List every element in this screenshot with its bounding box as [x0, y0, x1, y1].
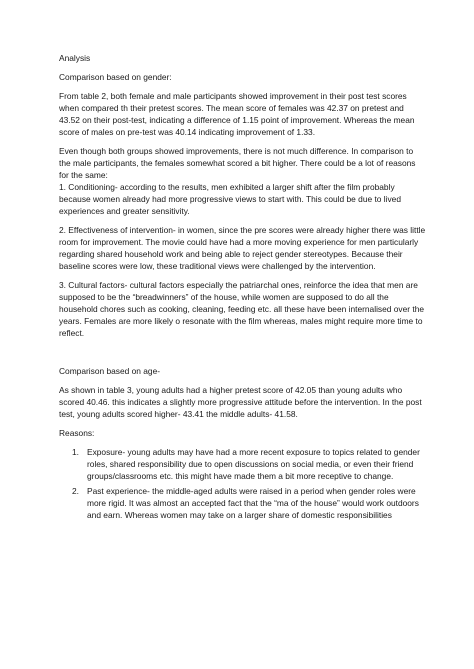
list-item	[59, 446, 427, 482]
analysis-heading: Analysis	[59, 53, 91, 63]
document-page	[59, 52, 427, 524]
list-item-text: Exposure- young adults may have had a more recent exposure to topics related to gender roles, shared responsibility due to open discussions on social media, or even their friend groups/classrooms etc. this might have made them a bit more receptive to change.	[87, 447, 420, 481]
reasons-list	[59, 446, 427, 521]
section-spacer	[59, 346, 427, 365]
list-item	[59, 485, 427, 521]
reasons-heading: Reasons:	[59, 428, 95, 438]
list-item-text: Past experience- the middle-aged adults were raised in a period when gender roles were more rigid. It was almost an accepted fact that the “ma of the house” would work outdoors and earn. Whereas women may take on a larger share of domestic responsibilities	[87, 486, 419, 520]
gender-reason-intervention: 2. Effectiveness of intervention- in women, since the pre scores were already higher there was little room for improvement. The movie could have had a more moving experience for men particularly regarding shared household work and being able to reject gender stereotypes. Because their baseline scores were low, these traditional views were challenged by the intervention.	[59, 225, 426, 271]
gender-reason-cultural: 3. Cultural factors- cultural factors especially the patriarchal ones, reinforce the idea that men are supposed to be the “breadwinners” of the house, while women are supposed to do all the household chores such as cooking, cleaning, feeding etc. all these have been internalised over the years. Females are more likely o resonate with the film whereas, males might require more time to reflect.	[59, 280, 425, 338]
gender-paragraph-2: Even though both groups showed improvements, there is not much difference. In comparison to the male participants, the females somewhat scored a bit higher. There could be a lot of reasons for the same:	[59, 146, 416, 180]
age-paragraph-1: As shown in table 3, young adults had a higher pretest score of 42.05 than young adults who scored 40.46. this indicates a slightly more progressive attitude before the intervention. In the post test, young adults scored higher- 43.41 the middle adults- 41.58.	[59, 385, 422, 419]
list-item-number: 1.	[72, 447, 79, 457]
list-item-number: 2.	[72, 486, 79, 496]
age-comparison-heading: Comparison based on age-	[59, 366, 161, 376]
gender-comparison-heading: Comparison based on gender:	[59, 72, 172, 82]
gender-reason-conditioning: 1. Conditioning- according to the results, men exhibited a larger shift after the film probably because women already had more progressive views to start with. This could be due to lived experiences and greater sensitivity.	[59, 182, 402, 216]
gender-paragraph-1: From table 2, both female and male participants showed improvement in their post test scores when compared th their pretest scores. The mean score of females was 42.37 on pretest and 43.52 on their post-test, indicating a difference of 1.15 point of improvement. Whereas the mean score of males on pre-test was 40.14 indicating improvement of 1.33.	[59, 91, 415, 137]
